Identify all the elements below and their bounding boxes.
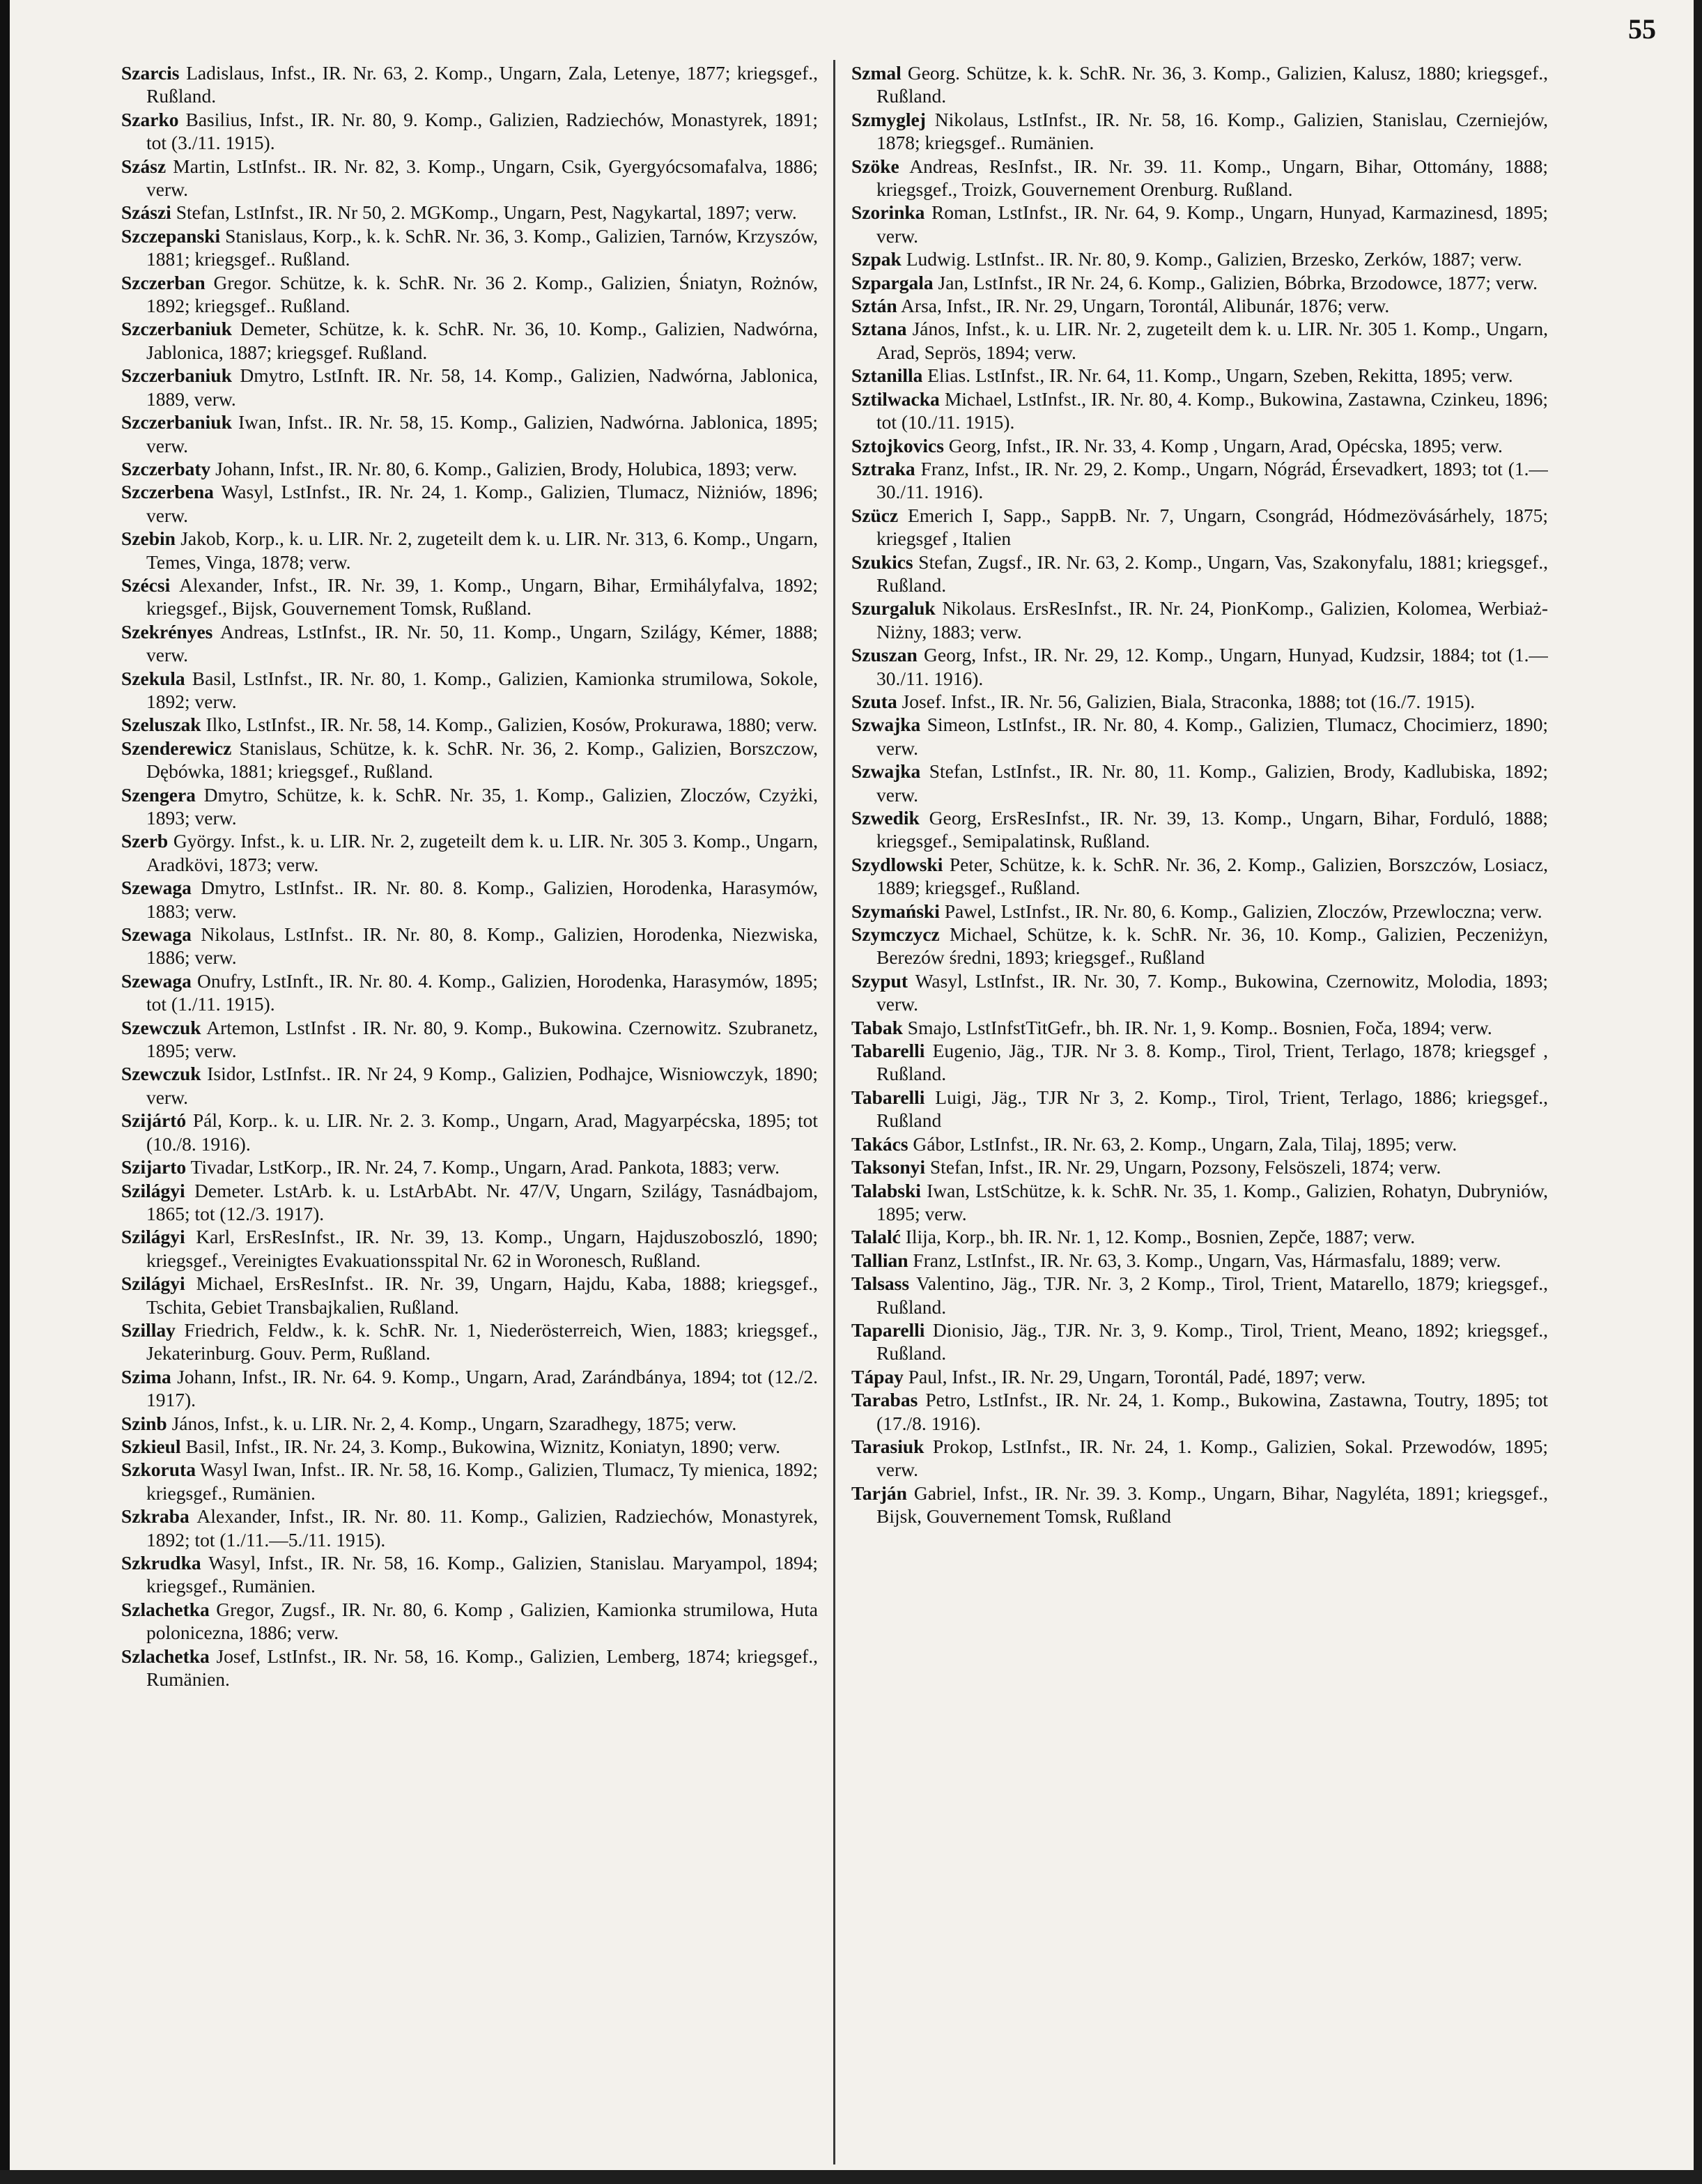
entry-surname: Szerb [121,830,169,852]
entry-details: Martin, LstInfst.. IR. Nr. 82, 3. Komp., Ungarn, Csik, Gyergyócsomafalva, 1886; verw. [146,155,818,201]
entry-surname: Szczerbaty [121,457,211,479]
entry-details: Jakob, Korp., k. u. LIR. Nr. 2, zugeteilt dem k. u. LIR. Nr. 313, 6. Komp., Ungarn, Temes, Vinga, 1878; verw. [146,528,818,573]
register-entry [851,760,1548,806]
entry-details: Valentino, Jäg., TJR. Nr. 3, 2 Komp., Tirol, Trient, Matarello, 1879; kriegsgef., Rußland. [876,1272,1548,1318]
entry-details: Luigi, Jäg., TJR Nr 3, 2. Komp., Tirol, Trient, Terlago, 1886; kriegsgef., Rußland [876,1086,1548,1132]
register-entry [121,1109,818,1155]
entry-surname: Szijarto [121,1156,187,1178]
entry-details: János, Infst., k. u. LIR. Nr. 2, 4. Komp., Ungarn, Szaradhegy, 1875; verw. [167,1412,737,1434]
entry-surname: Szekrényes [121,620,213,643]
entry-surname: Tápay [851,1365,904,1387]
register-entry [851,108,1548,155]
right-column [851,61,1548,2166]
register-entry [851,1179,1548,1226]
register-entry [121,1645,818,1691]
register-entry [851,643,1548,690]
register-entry [851,1039,1548,1086]
entry-surname: Takács [851,1132,908,1155]
entry-surname: Szczerbaniuk [121,318,232,340]
register-entry [851,713,1548,760]
entry-surname: Szkrudka [121,1552,201,1574]
entry-surname: Szydlowski [851,853,943,875]
register-entry [121,923,818,969]
entry-details: Paul, Infst., IR. Nr. 29, Ungarn, Torontál, Padé, 1897; verw. [903,1365,1366,1387]
register-entry [121,1435,818,1458]
entry-surname: Szewaga [121,877,192,899]
entry-surname: Szurgaluk [851,597,936,620]
entry-surname: Szpargala [851,271,934,293]
register-entry [121,410,818,457]
entry-details: Alexander, Infst., IR. Nr. 80. 11. Komp., Galizien, Radziechów, Monastyrek, 1892; tot (1./11.—5./11. 1915). [146,1505,818,1551]
register-entry [851,806,1548,853]
scan-border-bottom [0,2170,1702,2184]
entry-details: Georg. Schütze, k. k. SchR. Nr. 36, 3. Komp., Galizien, Kalusz, 1880; kriegsgef., Rußland. [876,62,1548,107]
entry-details: Tivadar, LstKorp., IR. Nr. 24, 7. Komp., Ungarn, Arad. Pankota, 1883; verw. [186,1156,780,1178]
entry-details: Demeter. LstArb. k. u. LstArbAbt. Nr. 47/V, Ungarn, Szilágy, Tasnádbajom, 1865; tot (12./3. 1917). [146,1179,818,1224]
entry-details: Ilija, Korp., bh. IR. Nr. 1, 12. Komp., Bosnien, Zepče, 1887; verw. [900,1226,1416,1248]
register-entry [851,597,1548,643]
entry-surname: Szmal [851,62,902,84]
register-entry [851,969,1548,1016]
entry-surname: Szarcis [121,62,180,84]
register-entry [121,527,818,574]
entry-surname: Tarabas [851,1389,918,1411]
entry-surname: Talabski [851,1179,921,1201]
register-entry [851,1086,1548,1132]
entry-surname: Szuszan [851,644,918,666]
register-entry [121,224,818,271]
entry-surname: Szczepanski [121,224,221,247]
register-entry [851,1225,1548,1248]
register-entry [851,1132,1548,1155]
entry-details: Dionisio, Jäg., TJR. Nr. 3, 9. Komp., Tirol, Trient, Meano, 1892; kriegsgef., Rußland. [876,1318,1548,1364]
register-entry [851,434,1548,457]
entry-details: Stefan, LstInfst., IR. Nr. 80, 11. Komp., Galizien, Brody, Kadlubiska, 1892; verw. [876,760,1548,806]
register-entry [121,457,818,480]
entry-details: Nikolaus, LstInfst., IR. Nr. 58, 16. Komp., Galizien, Stanislau, Czerniejów, 1878; kriegsgef.. Rumänien. [876,108,1548,154]
entry-details: Ilko, LstInfst., IR. Nr. 58, 14. Komp., Galizien, Kosów, Prokurawa, 1880; verw. [201,714,818,736]
entry-details: Franz, LstInfst., IR. Nr. 63, 3. Komp., Ungarn, Vas, Hármasfalu, 1889; verw. [908,1249,1501,1271]
entry-details: Pál, Korp.. k. u. LIR. Nr. 2. 3. Komp., Ungarn, Arad, Magyarpécska, 1895; tot (10./8. 1916). [146,1109,818,1155]
entry-surname: Szinb [121,1412,167,1434]
entry-details: Gábor, LstInfst., IR. Nr. 63, 2. Komp., Ungarn, Zala, Tilaj, 1895; verw. [908,1132,1457,1155]
register-entry [851,201,1548,247]
entry-details: Demeter, Schütze, k. k. SchR. Nr. 36, 10. Komp., Galizien, Nadwórna, Jablonica, 1887; kriegsgef. Rußland. [146,318,818,363]
entry-details: Dmytro, LstInfst.. IR. Nr. 80. 8. Komp., Galizien, Horodenka, Harasymów, 1883; verw. [146,877,818,922]
register-entry [851,1249,1548,1272]
register-entry [851,504,1548,551]
entry-details: Gregor, Zugsf., IR. Nr. 80, 6. Komp , Galizien, Kamionka strumilowa, Huta polonicezna, 1886; verw. [146,1598,818,1644]
entry-details: Dmytro, LstInft. IR. Nr. 58, 14. Komp., Galizien, Nadwórna, Jablonica, 1889, verw. [146,364,818,410]
register-entry [121,201,818,224]
entry-surname: Szkraba [121,1505,189,1528]
entry-details: György. Infst., k. u. LIR. Nr. 2, zugeteilt dem k. u. LIR. Nr. 305 3. Komp., Ungarn, Aradkövi, 1873; verw. [146,830,818,875]
register-entry [121,155,818,201]
entry-surname: Szeluszak [121,714,201,736]
register-entry [851,1016,1548,1039]
entry-surname: Talsass [851,1272,910,1295]
entry-surname: Talalć [851,1226,901,1248]
entry-surname: Szewczuk [121,1016,201,1038]
entry-surname: Taparelli [851,1318,925,1341]
entry-details: Michael, LstInfst., IR. Nr. 80, 4. Komp., Bukowina, Zastawna, Czinkeu, 1896; tot (10./11. 1915). [876,387,1548,433]
entry-details: Stefan, LstInfst., IR. Nr 50, 2. MGKomp., Ungarn, Pest, Nagykartal, 1897; verw. [171,201,797,224]
register-entry [851,690,1548,713]
register-entry [851,1155,1548,1178]
entry-details: Georg, Infst., IR. Nr. 33, 4. Komp , Ungarn, Arad, Opécska, 1895; verw. [943,434,1503,456]
entry-surname: Szima [121,1365,171,1387]
register-entry [121,1155,818,1178]
scan-border-left [0,0,10,2184]
entry-surname: Szöke [851,155,899,177]
register-entry [851,155,1548,201]
entry-details: Ludwig. LstInfst.. IR. Nr. 80, 9. Komp., Galizien, Brzesko, Zerków, 1887; verw. [901,248,1522,270]
entry-details: Michael, ErsResInfst.. IR. Nr. 39, Ungarn, Hajdu, Kaba, 1888; kriegsgef., Tschita, Gebiet Transbajkalien, Rußland. [146,1272,818,1318]
entry-surname: Szczerbaniuk [121,411,232,433]
entry-surname: Szkoruta [121,1459,196,1481]
entry-details: Basil, LstInfst., IR. Nr. 80, 1. Komp., Galizien, Kamionka strumilowa, Sokole, 1892; verw. [146,667,818,712]
register-entry [851,387,1548,434]
entry-details: Onufry, LstInft., IR. Nr. 80. 4. Komp., Galizien, Horodenka, Harasymów, 1895; tot (1./11. 1915). [146,969,818,1015]
entry-details: Georg, Infst., IR. Nr. 29, 12. Komp., Ungarn, Hunyad, Kudzsir, 1884; tot (1.—30./11. 1916). [876,644,1548,689]
register-entry [121,480,818,527]
entry-details: Georg, ErsResInfst., IR. Nr. 39, 13. Komp., Ungarn, Bihar, Forduló, 1888; kriegsgef., Semipalatinsk, Rußland. [876,807,1548,852]
register-entry [121,667,818,714]
entry-details: Arsa, Infst., IR. Nr. 29, Ungarn, Torontál, Alibunár, 1876; verw. [897,295,1390,317]
entry-details: Jan, LstInfst., IR Nr. 24, 6. Komp., Galizien, Bóbrka, Brzodowce, 1877; verw. [933,271,1538,293]
entry-surname: Sztana [851,318,907,340]
entry-details: Stanislaus, Korp., k. k. SchR. Nr. 36, 3. Komp., Galizien, Tarnów, Krzyszów, 1881; kriegsgef.. Rußland. [146,224,818,270]
entry-details: Wasyl, Infst., IR. Nr. 58, 16. Komp., Galizien, Stanislau. Maryampol, 1894; kriegsgef., Rumänien. [146,1552,818,1597]
entry-surname: Szilágyi [121,1226,185,1248]
entry-details: Prokop, LstInfst., IR. Nr. 24, 1. Komp., Galizien, Sokal. Przewodów, 1895; verw. [876,1435,1548,1481]
register-entry [121,1458,818,1505]
entry-details: Wasyl Iwan, Infst.. IR. Nr. 58, 16. Komp., Galizien, Tlumacz, Ty mienica, 1892; kriegsgef., Rumänien. [146,1459,818,1504]
entry-surname: Taksonyi [851,1156,925,1178]
register-entry [851,457,1548,504]
column-divider [833,60,835,2164]
entry-surname: Szengera [121,783,196,806]
register-entry [851,1365,1548,1388]
register-entry [851,900,1548,923]
entry-details: Peter, Schütze, k. k. SchR. Nr. 36, 2. Komp., Galizien, Borszczów, Losiacz, 1889; kriegsgef., Rußland. [876,853,1548,899]
register-entry [121,969,818,1016]
entry-surname: Szillay [121,1318,176,1341]
entry-surname: Sztilwacka [851,387,940,410]
register-entry [121,1551,818,1598]
entry-surname: Tabarelli [851,1086,925,1108]
entry-surname: Szukics [851,551,913,573]
entry-surname: Szebin [121,528,176,550]
entry-details: Karl, ErsResInfst., IR. Nr. 39, 13. Komp., Ungarn, Hajduszoboszló, 1890; kriegsgef., Vereinigtes Evakuationsspital Nr. 62 in Woronesch, Rußland. [146,1226,818,1271]
register-entry [851,1388,1548,1435]
register-entry [851,317,1548,364]
entry-surname: Szewczuk [121,1063,201,1085]
entry-surname: Szarko [121,108,179,130]
register-entry [121,1412,818,1435]
entry-details: Elias. LstInfst., IR. Nr. 64, 11. Komp., Ungarn, Szeben, Rekitta, 1895; verw. [922,364,1513,387]
entry-surname: Szász [121,155,167,177]
entry-details: Eugenio, Jäg., TJR. Nr 3. 8. Komp., Tirol, Trient, Terlago, 1878; kriegsgef , Rußland. [876,1040,1548,1085]
entry-surname: Sztojkovics [851,434,944,456]
register-entry [121,783,818,830]
entry-details: Alexander, Infst., IR. Nr. 39, 1. Komp., Ungarn, Bihar, Ermihályfalva, 1892; kriegsgef., Bijsk, Gouvernement Tomsk, Rußland. [146,574,818,620]
register-entry [121,61,818,108]
entry-surname: Szmyglej [851,108,926,130]
entry-surname: Szyput [851,969,908,992]
register-entry [121,1365,818,1412]
entry-surname: Szpak [851,248,902,270]
register-entry [851,61,1548,108]
entry-details: Emerich I, Sapp., SappB. Nr. 7, Ungarn, Csongrád, Hódmezövásárhely, 1875; kriegsgef , Italien [876,504,1548,550]
register-entry [121,1062,818,1109]
entry-surname: Szwajka [851,714,921,736]
register-entry [851,923,1548,969]
register-entry [121,1272,818,1318]
scan-border-right [1694,0,1702,2184]
register-entry [121,271,818,318]
entry-details: Michael, Schütze, k. k. SchR. Nr. 36, 10. Komp., Galizien, Peczeniżyn, Berezów średni, 1893; kriegsgef., Rußland [876,923,1548,969]
register-entry [851,853,1548,900]
entry-surname: Szuta [851,690,897,712]
register-entry [851,364,1548,387]
entry-details: Stefan, Zugsf., IR. Nr. 63, 2. Komp., Ungarn, Vas, Szakonyfalu, 1881; kriegsgef., Rußland. [876,551,1548,596]
entry-surname: Sztraka [851,457,915,479]
entry-details: Johann, Infst., IR. Nr. 64. 9. Komp., Ungarn, Arad, Zarándbánya, 1894; tot (12./2. 1917). [146,1365,818,1411]
entry-surname: Szczerbena [121,481,214,503]
entry-surname: Szenderewicz [121,737,232,759]
register-entry [121,364,818,410]
entry-details: Josef. Infst., IR. Nr. 56, Galizien, Biala, Straconka, 1888; tot (16./7. 1915). [897,690,1476,712]
entry-surname: Tabarelli [851,1040,925,1062]
entry-details: Wasyl, LstInfst., IR. Nr. 24, 1. Komp., Galizien, Tlumacz, Niżniów, 1896; verw. [146,481,818,526]
entry-details: János, Infst., k. u. LIR. Nr. 2, zugeteilt dem k. u. LIR. Nr. 305 1. Komp., Ungarn, Arad, Seprös, 1894; verw. [876,318,1548,363]
entry-surname: Szewaga [121,923,192,946]
register-entry [121,876,818,923]
register-entry [851,1272,1548,1318]
entry-details: Isidor, LstInfst.. IR. Nr 24, 9 Komp., Galizien, Podhajce, Wisniowczyk, 1890; verw. [146,1063,818,1108]
register-entry [121,1016,818,1063]
entry-details: Johann, Infst., IR. Nr. 80, 6. Komp., Galizien, Brody, Holubica, 1893; verw. [210,457,798,479]
entry-surname: Szczerbaniuk [121,364,232,387]
register-entry [851,551,1548,597]
register-entry [121,574,818,620]
entry-details: Pawel, LstInfst., IR. Nr. 80, 6. Komp., Galizien, Zloczów, Przewloczna; verw. [939,900,1542,922]
left-column [121,61,818,2166]
register-entry [851,294,1548,317]
register-entry [851,271,1548,294]
register-entry [121,1598,818,1645]
entry-surname: Szczerban [121,271,206,293]
register-entry [121,1318,818,1365]
entry-details: Iwan, Infst.. IR. Nr. 58, 15. Komp., Galizien, Nadwórna. Jablonica, 1895; verw. [146,411,818,456]
entry-details: Gabriel, Infst., IR. Nr. 39. 3. Komp., Ungarn, Bihar, Nagyléta, 1891; kriegsgef., Bijsk, Gouvernement Tomsk, Rußland [876,1482,1548,1528]
entry-details: Stefan, Infst., IR. Nr. 29, Ungarn, Pozsony, Felsöszeli, 1874; verw. [925,1156,1441,1178]
entry-surname: Szilágyi [121,1179,185,1201]
register-entry [121,317,818,364]
entry-surname: Tallian [851,1249,908,1271]
entry-surname: Szewaga [121,969,192,992]
register-entry [851,1435,1548,1482]
entry-surname: Szkieul [121,1435,181,1457]
entry-details: Nikolaus. ErsResInfst., IR. Nr. 24, PionKomp., Galizien, Kolomea, Werbiaż-Niżny, 1883; verw. [876,597,1548,643]
entry-details: Friedrich, Feldw., k. k. SchR. Nr. 1, Niederösterreich, Wien, 1883; kriegsgef., Jekaterinburg. Gouv. Perm, Rußland. [146,1318,818,1364]
entry-details: Andreas, LstInfst., IR. Nr. 50, 11. Komp., Ungarn, Szilágy, Kémer, 1888; verw. [146,620,818,666]
register-entry [121,1225,818,1272]
entry-surname: Szászi [121,201,171,224]
entry-details: Franz, Infst., IR. Nr. 29, 2. Komp., Ungarn, Nógrád, Érsevadkert, 1893; tot (1.—30./11. 1916). [876,457,1548,503]
register-entry [121,713,818,736]
entry-details: Nikolaus, LstInfst.. IR. Nr. 80, 8. Komp., Galizien, Horodenka, Niezwiska, 1886; verw. [146,923,818,969]
entry-surname: Szécsi [121,574,171,596]
entry-details: Roman, LstInfst., IR. Nr. 64, 9. Komp., Ungarn, Hunyad, Karmazinesd, 1895; verw. [876,201,1548,247]
register-entry [121,620,818,667]
entry-details: Stanislaus, Schütze, k. k. SchR. Nr. 36, 2. Komp., Galizien, Borszczow, Dębówka, 1881; kriegsgef., Rußland. [146,737,818,783]
entry-details: Basil, Infst., IR. Nr. 24, 3. Komp., Bukowina, Wiznitz, Koniatyn, 1890; verw. [180,1435,781,1457]
register-entry [121,829,818,876]
entry-details: Gregor. Schütze, k. k. SchR. Nr. 36 2. Komp., Galizien, Śniatyn, Rożnów, 1892; kriegsgef.. Rußland. [146,271,818,317]
register-entry [121,1179,818,1226]
entry-surname: Szwajka [851,760,921,783]
register-entry [851,1482,1548,1528]
entry-details: Josef, LstInfst., IR. Nr. 58, 16. Komp., Galizien, Lemberg, 1874; kriegsgef., Rumänien. [146,1645,818,1691]
entry-surname: Szekula [121,667,185,689]
entry-surname: Szücz [851,504,899,526]
entry-surname: Szlachetka [121,1645,210,1667]
entry-details: Basilius, Infst., IR. Nr. 80, 9. Komp., Galizien, Radziechów, Monastyrek, 1891; tot (3./11. 1915). [146,108,818,154]
entry-surname: Szilágyi [121,1272,185,1295]
entry-surname: Szijártó [121,1109,187,1132]
register-entry [121,737,818,783]
entry-surname: Szlachetka [121,1598,210,1620]
entry-surname: Sztanilla [851,364,923,387]
entry-surname: Szorinka [851,201,925,224]
entry-surname: Sztán [851,295,897,317]
entry-surname: Szymański [851,900,940,922]
entry-details: Petro, LstInfst., IR. Nr. 24, 1. Komp., Bukowina, Zastawna, Toutry, 1895; tot (17./8. 1916). [876,1389,1548,1434]
register-entry [121,108,818,155]
entry-details: Artemon, LstInfst . IR. Nr. 80, 9. Komp., Bukowina. Czernowitz. Szubranetz, 1895; verw. [146,1016,818,1062]
entry-details: Iwan, LstSchütze, k. k. SchR. Nr. 35, 1. Komp., Galizien, Rohatyn, Dubryniów, 1895; verw. [876,1179,1548,1224]
register-entry [851,247,1548,270]
page-number: 55 [1628,13,1656,45]
entry-surname: Szwedik [851,807,920,829]
entry-details: Wasyl, LstInfst., IR. Nr. 30, 7. Komp., Bukowina, Czernowitz, Molodia, 1893; verw. [876,969,1548,1015]
entry-details: Ladislaus, Infst., IR. Nr. 63, 2. Komp., Ungarn, Zala, Letenye, 1877; kriegsgef., Rußland. [146,62,818,107]
entry-surname: Szymczycz [851,923,940,946]
entry-surname: Tabak [851,1016,903,1038]
entry-details: Andreas, ResInfst., IR. Nr. 39. 11. Komp., Ungarn, Bihar, Ottomány, 1888; kriegsgef., Troizk, Gouvernement Orenburg. Rußland. [876,155,1548,201]
entry-details: Dmytro, Schütze, k. k. SchR. Nr. 35, 1. Komp., Galizien, Zloczów, Czyżki, 1893; verw. [146,783,818,829]
register-entry [851,1318,1548,1365]
entry-surname: Tarasiuk [851,1435,925,1457]
entry-details: Simeon, LstInfst., IR. Nr. 80, 4. Komp., Galizien, Tlumacz, Chocimierz, 1890; verw. [876,714,1548,759]
register-entry [121,1505,818,1551]
entry-surname: Tarján [851,1482,907,1504]
entry-details: Smajo, LstInfstTitGefr., bh. IR. Nr. 1, 9. Komp.. Bosnien, Foča, 1894; verw. [902,1016,1492,1038]
